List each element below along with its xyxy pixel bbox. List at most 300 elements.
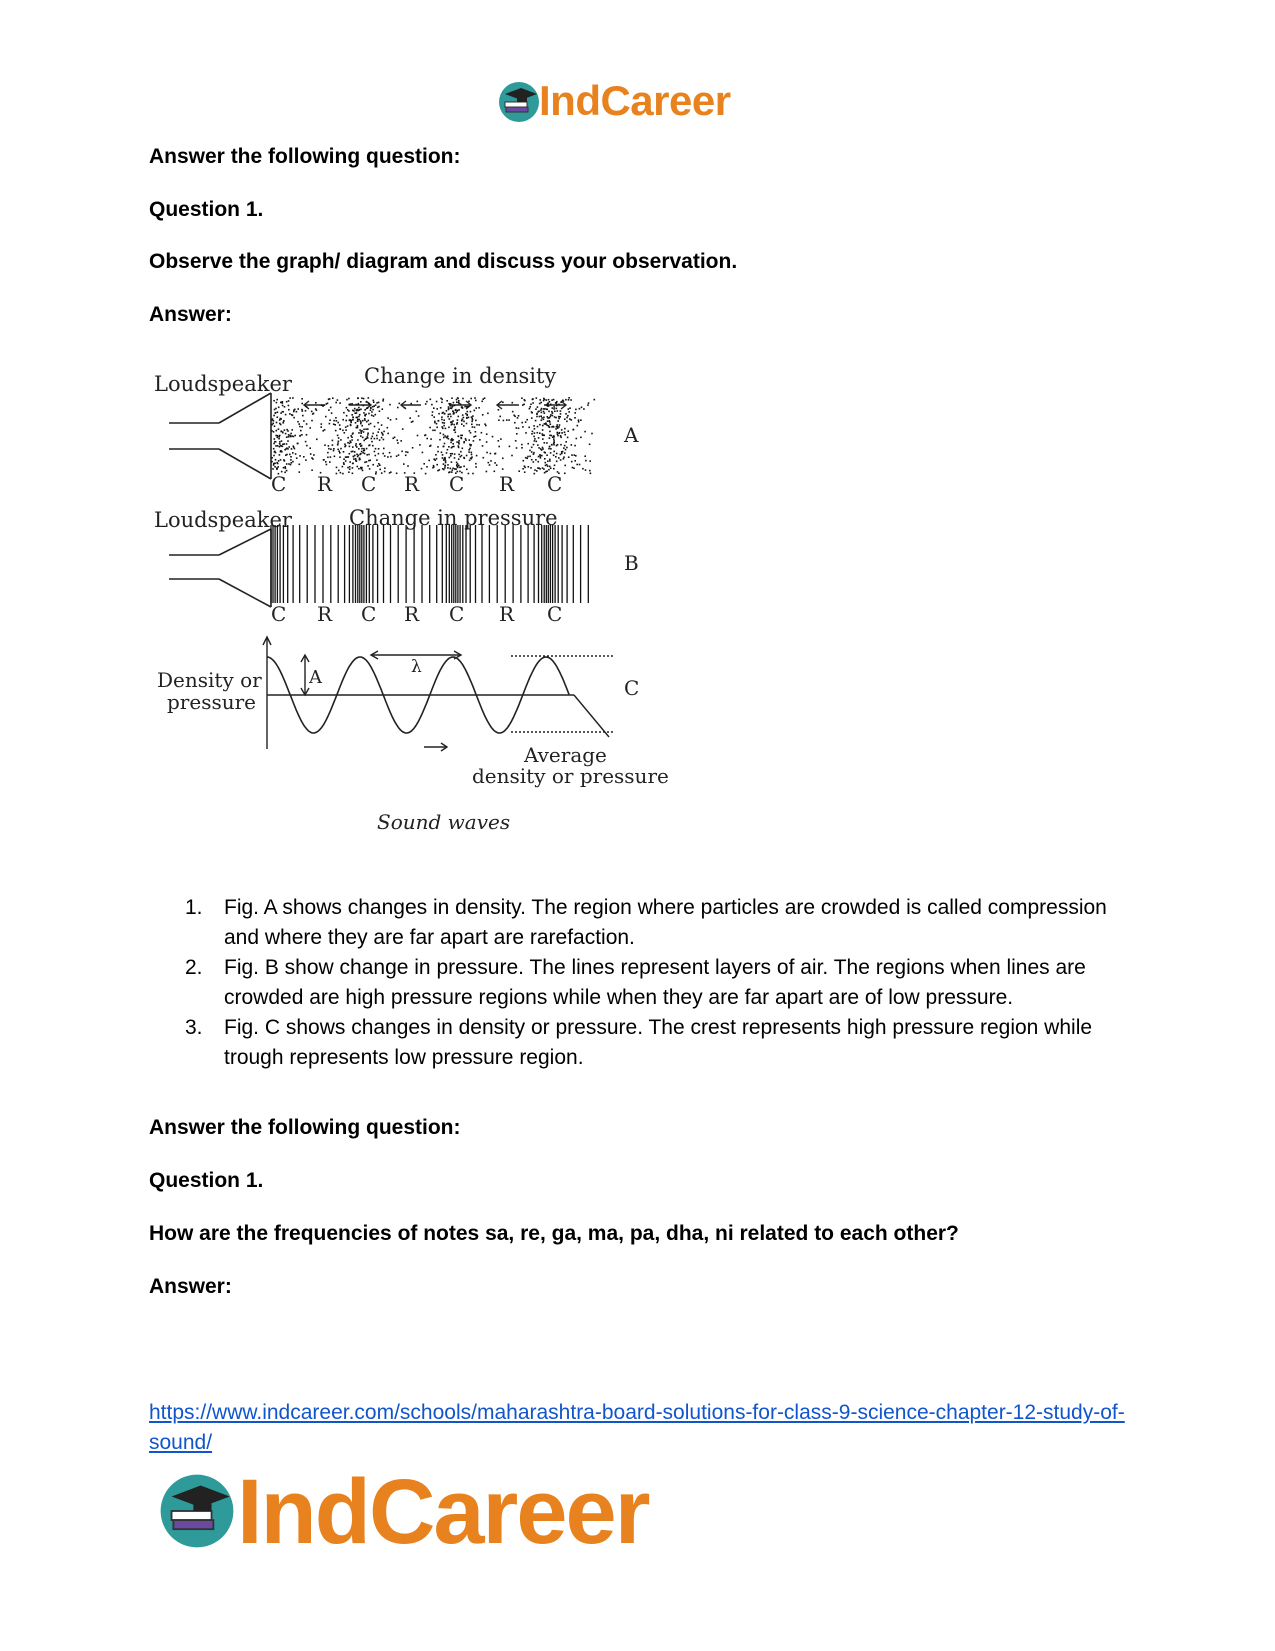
particle-dot <box>553 435 555 437</box>
particle-dot <box>460 456 462 458</box>
particle-dot <box>296 411 298 413</box>
particle-dot <box>542 434 544 436</box>
particle-dot <box>345 420 347 422</box>
particle-dot <box>473 440 475 442</box>
particle-dot <box>539 403 541 405</box>
particle-dot <box>539 432 541 434</box>
particle-dot <box>279 435 281 437</box>
particle-dot <box>405 451 407 453</box>
particle-dot <box>358 468 360 470</box>
particle-dot <box>336 420 338 422</box>
particle-dot <box>447 467 449 469</box>
particle-dot <box>509 446 511 448</box>
particle-dot <box>344 443 346 445</box>
particle-dot <box>472 426 474 428</box>
particle-dot <box>425 434 427 436</box>
cr-label: C <box>271 472 287 496</box>
particle-dot <box>457 422 459 424</box>
particle-dot <box>466 423 468 425</box>
particle-dot <box>450 405 452 407</box>
particle-dot <box>315 402 317 404</box>
particle-dot <box>309 427 311 429</box>
particle-dot <box>396 473 398 475</box>
particle-dot <box>550 404 552 406</box>
particle-dot <box>294 435 296 437</box>
source-link[interactable]: https://www.indcareer.com/schools/maharashtra-board-solutions-for-class-9-science-chapter-12-study-of-sound/ <box>149 1401 1125 1454</box>
particle-dot <box>558 404 560 406</box>
particle-dot <box>559 432 561 434</box>
particle-dot <box>332 397 334 399</box>
particle-dot <box>278 428 280 430</box>
particle-dot <box>502 458 504 460</box>
particle-dot <box>301 426 303 428</box>
particle-dot <box>275 441 277 443</box>
particle-dot <box>350 425 352 427</box>
particle-dot <box>544 452 546 454</box>
particle-dot <box>373 415 375 417</box>
particle-dot <box>475 463 477 465</box>
particle-dot <box>417 435 419 437</box>
particle-dot <box>457 435 459 437</box>
loudspeaker-label-a: Loudspeaker <box>154 372 292 396</box>
particle-dot <box>389 404 391 406</box>
particle-dot <box>274 463 276 465</box>
particle-dot <box>542 429 544 431</box>
particle-dot <box>358 407 360 409</box>
particle-dot <box>571 419 573 421</box>
particle-dot <box>498 409 500 411</box>
particle-dot <box>579 464 581 466</box>
particle-dot <box>275 459 277 461</box>
particle-dot <box>528 466 530 468</box>
particle-dot <box>379 439 381 441</box>
particle-dot <box>458 447 460 449</box>
particle-dot <box>549 466 551 468</box>
particle-dot <box>530 404 532 406</box>
particle-dot <box>553 451 555 453</box>
particle-dot <box>588 402 590 404</box>
particle-dot <box>337 449 339 451</box>
question-text: Observe the graph/ diagram and discuss your observation. <box>149 250 738 273</box>
particle-dot <box>279 423 281 425</box>
particle-dot <box>532 431 534 433</box>
particle-dot <box>494 462 496 464</box>
particle-dot <box>370 409 372 411</box>
particle-dot <box>534 473 536 475</box>
particle-dot <box>448 408 450 410</box>
particle-dot <box>549 459 551 461</box>
particle-dot <box>487 413 489 415</box>
particle-dot <box>463 425 465 427</box>
particle-dot <box>298 423 300 425</box>
particle-dot <box>290 456 292 458</box>
particle-dot <box>324 429 326 431</box>
particle-dot <box>369 460 371 462</box>
particle-dot <box>522 426 524 428</box>
particle-dot <box>322 430 324 432</box>
particle-dot <box>471 424 473 426</box>
particle-dot <box>576 438 578 440</box>
particle-dot <box>290 464 292 466</box>
particle-dot <box>540 409 542 411</box>
particle-dot <box>575 409 577 411</box>
particle-dot <box>524 465 526 467</box>
particle-dot <box>469 460 471 462</box>
particle-dot <box>474 427 476 429</box>
particle-dot <box>532 402 534 404</box>
particle-dot <box>286 443 288 445</box>
particle-dot <box>556 453 558 455</box>
particle-dot <box>465 438 467 440</box>
particle-dot <box>456 412 458 414</box>
particle-dot <box>531 417 533 419</box>
particle-dot <box>472 473 474 475</box>
particle-dot <box>443 425 445 427</box>
particle-dot <box>589 444 591 446</box>
particle-dot <box>470 432 472 434</box>
particle-dot <box>512 411 514 413</box>
particle-dot <box>397 442 399 444</box>
particle-dot <box>364 409 366 411</box>
particle-dot <box>442 412 444 414</box>
particle-dot <box>278 460 280 462</box>
particle-dot <box>542 447 544 449</box>
particle-dot <box>340 439 342 441</box>
particle-dot <box>552 426 554 428</box>
particle-dot <box>379 464 381 466</box>
particle-dot <box>540 402 542 404</box>
particle-dot <box>469 448 471 450</box>
particle-dot <box>305 459 307 461</box>
particle-dot <box>377 431 379 433</box>
particle-dot <box>574 445 576 447</box>
particle-dot <box>364 415 366 417</box>
particle-dot <box>407 465 409 467</box>
particle-dot <box>293 411 295 413</box>
cr-label: C <box>449 602 465 626</box>
particle-dot <box>376 402 378 404</box>
particle-dot <box>349 420 351 422</box>
particle-dot <box>381 437 383 439</box>
particle-dot <box>548 399 550 401</box>
particle-dot <box>448 446 450 448</box>
particle-dot <box>441 402 443 404</box>
particle-dot <box>559 416 561 418</box>
particle-dot <box>551 411 553 413</box>
particle-dot <box>479 439 481 441</box>
particle-dot <box>279 454 281 456</box>
cr-label: C <box>547 602 563 626</box>
particle-dot <box>537 432 539 434</box>
particle-dot <box>403 463 405 465</box>
particle-dot <box>565 413 567 415</box>
particle-dot <box>582 468 584 470</box>
particle-dot <box>392 438 394 440</box>
particle-dot <box>363 429 365 431</box>
particle-dot <box>429 445 431 447</box>
particle-dot <box>405 455 407 457</box>
particle-dot <box>280 450 282 452</box>
particle-dot <box>430 438 432 440</box>
particle-dot <box>381 472 383 474</box>
particle-dot <box>455 468 457 470</box>
particle-dot <box>402 428 404 430</box>
particle-dot <box>460 466 462 468</box>
particle-dot <box>465 440 467 442</box>
particle-dot <box>529 406 531 408</box>
list-text: Fig. A shows changes in density. The region where particles are crowded is called compression and where they are far apart are rarefaction. <box>224 896 1107 949</box>
particle-dot <box>590 473 592 475</box>
particle-dot <box>357 439 359 441</box>
particle-dot <box>320 426 322 428</box>
particle-dot <box>356 446 358 448</box>
particle-dot <box>544 442 546 444</box>
particle-dot <box>340 448 342 450</box>
particle-dot <box>400 440 402 442</box>
particle-dot <box>500 438 502 440</box>
particle-dot <box>277 411 279 413</box>
particle-dot <box>351 403 353 405</box>
particle-dot <box>366 461 368 463</box>
particle-dot <box>349 443 351 445</box>
particle-dot <box>587 404 589 406</box>
particle-dot <box>291 462 293 464</box>
particle-dot <box>443 446 445 448</box>
particle-dot <box>558 416 560 418</box>
particle-dot <box>360 432 362 434</box>
particle-dot <box>451 447 453 449</box>
particle-dot <box>456 465 458 467</box>
particle-dot <box>355 458 357 460</box>
particle-dot <box>311 469 313 471</box>
particle-dot <box>350 403 352 405</box>
particle-dot <box>539 424 541 426</box>
particle-dot <box>450 404 452 406</box>
particle-dot <box>543 417 545 419</box>
particle-dot <box>462 419 464 421</box>
particle-dot <box>516 427 518 429</box>
particle-dot <box>482 398 484 400</box>
particle-dot <box>563 456 565 458</box>
particle-dot <box>594 399 596 401</box>
particle-dot <box>381 424 383 426</box>
particle-dot <box>394 437 396 439</box>
particle-dot <box>358 432 360 434</box>
particle-dot <box>557 433 559 435</box>
particle-dot <box>450 407 452 409</box>
particle-dot <box>377 407 379 409</box>
particle-dot <box>372 409 374 411</box>
particle-dot <box>550 448 552 450</box>
particle-dot <box>574 460 576 462</box>
particle-dot <box>511 455 513 457</box>
particle-dot <box>383 439 385 441</box>
particle-dot <box>436 464 438 466</box>
particle-dot <box>290 459 292 461</box>
particle-dot <box>450 455 452 457</box>
particle-dot <box>293 409 295 411</box>
particle-dot <box>410 403 412 405</box>
particle-dot <box>563 447 565 449</box>
particle-dot <box>553 444 555 446</box>
particle-dot <box>426 401 428 403</box>
graduation-cap-books-icon <box>157 1471 237 1551</box>
particle-dot <box>461 438 463 440</box>
particle-dot <box>466 406 468 408</box>
particle-dot <box>439 439 441 441</box>
particle-dot <box>346 399 348 401</box>
list-item <box>149 1013 1129 1073</box>
particle-dot <box>371 415 373 417</box>
particle-dot <box>285 448 287 450</box>
particle-dot <box>471 456 473 458</box>
particle-dot <box>429 427 431 429</box>
particle-dot <box>357 425 359 427</box>
particle-dot <box>489 464 491 466</box>
particle-dot <box>277 437 279 439</box>
panel-label-a: A <box>624 423 639 447</box>
particle-dot <box>557 410 559 412</box>
particle-dot <box>466 455 468 457</box>
particle-dot <box>558 457 560 459</box>
particle-dot <box>452 420 454 422</box>
particle-dot <box>533 425 535 427</box>
particle-dot <box>371 411 373 413</box>
particle-dot <box>584 455 586 457</box>
particle-dot <box>548 469 550 471</box>
particle-dot <box>346 407 348 409</box>
particle-dot <box>390 456 392 458</box>
particle-dot <box>350 420 352 422</box>
particle-dot <box>283 459 285 461</box>
particle-dot <box>568 397 570 399</box>
particle-dot <box>335 402 337 404</box>
particle-dot <box>311 411 313 413</box>
particle-dot <box>305 441 307 443</box>
particle-dot <box>534 432 536 434</box>
particle-dot <box>360 423 362 425</box>
particle-dot <box>361 468 363 470</box>
average-label-line1: Average <box>524 743 607 767</box>
particle-dot <box>513 415 515 417</box>
particle-dot <box>352 463 354 465</box>
particle-dot <box>546 454 548 456</box>
particle-dot <box>433 407 435 409</box>
particle-dot <box>557 432 559 434</box>
particle-dot <box>556 461 558 463</box>
particle-dot <box>290 436 292 438</box>
particle-dot <box>566 417 568 419</box>
particle-dot <box>344 432 346 434</box>
particle-dot <box>535 420 537 422</box>
particle-dot <box>486 433 488 435</box>
particle-dot <box>444 457 446 459</box>
particle-dot <box>585 460 587 462</box>
particle-dot <box>432 467 434 469</box>
answer-label: Answer: <box>149 1275 232 1298</box>
particle-dot <box>288 436 290 438</box>
particle-dot <box>547 416 549 418</box>
particle-dot <box>412 421 414 423</box>
particle-dot <box>329 423 331 425</box>
particle-dot <box>274 438 276 440</box>
particle-dot <box>571 461 573 463</box>
particle-dot <box>363 440 365 442</box>
particle-dot <box>358 448 360 450</box>
particle-dot <box>279 419 281 421</box>
particle-dot <box>564 434 566 436</box>
particle-dot <box>358 416 360 418</box>
particle-dot <box>560 402 562 404</box>
particle-dot <box>359 419 361 421</box>
particle-dot <box>363 412 365 414</box>
particle-dot <box>549 426 551 428</box>
particle-dot <box>401 451 403 453</box>
particle-dot <box>275 445 277 447</box>
particle-dot <box>544 412 546 414</box>
particle-dot <box>475 407 477 409</box>
particle-dot <box>574 417 576 419</box>
particle-dot <box>486 452 488 454</box>
particle-dot <box>374 451 376 453</box>
particle-dot <box>285 414 287 416</box>
particle-dot <box>362 437 364 439</box>
particle-dot <box>472 415 474 417</box>
particle-dot <box>561 429 563 431</box>
particle-dot <box>272 468 274 470</box>
particle-dot <box>364 449 366 451</box>
particle-dot <box>419 444 421 446</box>
particle-dot <box>374 438 376 440</box>
particle-dot <box>539 454 541 456</box>
particle-dot <box>448 403 450 405</box>
particle-dot <box>458 454 460 456</box>
particle-dot <box>537 444 539 446</box>
particle-dot <box>578 421 580 423</box>
particle-dot <box>543 468 545 470</box>
particle-dot <box>549 446 551 448</box>
particle-dot <box>572 467 574 469</box>
graduation-cap-books-icon <box>497 80 541 124</box>
particle-dot <box>525 457 527 459</box>
particle-dot <box>345 456 347 458</box>
particle-dot <box>301 409 303 411</box>
particle-dot <box>339 456 341 458</box>
particle-dot <box>378 448 380 450</box>
particle-dot <box>498 446 500 448</box>
particle-dot <box>446 437 448 439</box>
particle-dot <box>328 409 330 411</box>
particle-dot <box>426 466 428 468</box>
particle-dot <box>543 398 545 400</box>
list-text: Fig. B show change in pressure. The lines represent layers of air. The regions when lines are crowded are high pressure regions while when they are far apart are of low pressure. <box>224 956 1086 1009</box>
particle-dot <box>399 403 401 405</box>
particle-dot <box>563 458 565 460</box>
particle-dot <box>389 452 391 454</box>
particle-dot <box>456 399 458 401</box>
particle-dot <box>454 453 456 455</box>
particle-dot <box>282 405 284 407</box>
particle-dot <box>279 443 281 445</box>
particle-dot <box>276 467 278 469</box>
particle-dot <box>343 462 345 464</box>
particle-dot <box>342 473 344 475</box>
particle-dot <box>580 419 582 421</box>
particle-dot <box>440 398 442 400</box>
particle-dot <box>289 413 291 415</box>
particle-dot <box>306 434 308 436</box>
particle-dot <box>471 416 473 418</box>
